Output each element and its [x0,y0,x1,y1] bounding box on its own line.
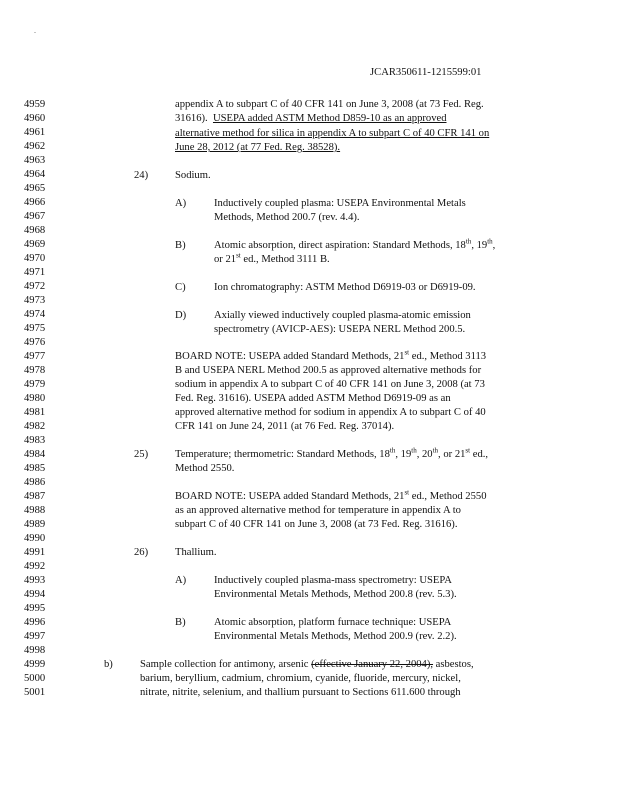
line-number: 4985 [24,463,46,474]
line-number: 4994 [24,589,46,600]
text-line-4970: or 21st ed., Method 3111 B. [214,251,330,265]
line-number: 4964 [24,169,46,180]
text-line-4977: BOARD NOTE: USEPA added Standard Methods, 21st ed., Method 3113 [175,348,487,362]
line-number: 4992 [24,561,46,572]
item-26a-label: A) [175,575,187,586]
line-number: 4965 [24,183,46,194]
line-number: 4966 [24,197,46,208]
line-number: 4981 [24,407,46,418]
text-line-4978: B and USEPA NERL Method 200.5 as approved alternative methods for [175,365,482,376]
line-number: 4976 [24,337,46,348]
line-number: 4986 [24,477,46,488]
item-24d-label: D) [175,310,187,321]
text-line-4969: Atomic absorption, direct aspiration: Standard Methods, 18th, 19th, [214,237,496,251]
line-number: 4989 [24,519,46,530]
text-line-4960: 31616). USEPA added ASTM Method D859-10 as an approved [175,113,447,124]
text-line-4982: CFR 141 on June 24, 2011 (at 76 Fed. Reg. 37014). [175,421,395,432]
text-line-4987: BOARD NOTE: USEPA added Standard Methods, 21st ed., Method 2550 [175,488,487,502]
text-line-4985: Method 2550. [175,463,235,474]
line-number: 4962 [24,141,46,152]
line-number: 4980 [24,393,46,404]
text-line-4989: subpart C of 40 CFR 141 on June 3, 2008 (at 73 Fed. Reg. 31616). [175,519,458,530]
text-line-4961: alternative method for silica in appendix A to subpart C of 40 CFR 141 on [175,128,490,139]
line-number: 4993 [24,575,46,586]
item-26-title: Thallium. [175,547,217,558]
line-number: 4975 [24,323,46,334]
text-line-4988: as an approved alternative method for temperature in appendix A to [175,505,461,516]
item-25-number: 25) [134,449,149,460]
text-line-4974: Axially viewed inductively coupled plasma-atomic emission [214,310,471,321]
text-line-4972: Ion chromatography: ASTM Method D6919-03 or D6919-09. [214,282,476,293]
line-number: 4974 [24,309,46,320]
line-number: 4982 [24,421,46,432]
text-line-4959: appendix A to subpart C of 40 CFR 141 on June 3, 2008 (at 73 Fed. Reg. [175,99,484,110]
line-number: 4987 [24,491,46,502]
text-line-4999: Sample collection for antimony, arsenic (effective January 22, 2004), asbestos, [140,659,474,670]
line-number: 4997 [24,631,46,642]
line-number: 4999 [24,659,46,670]
scan-mark: . [34,26,36,35]
line-number: 4970 [24,253,46,264]
text-line-4993: Inductively coupled plasma-mass spectrometry: USEPA [214,575,452,586]
text-line-4981: approved alternative method for sodium in appendix A to subpart C of 40 [175,407,486,418]
line-number: 4995 [24,603,46,614]
line-number: 4972 [24,281,46,292]
line-number: 4978 [24,365,46,376]
text-line-4967: Methods, Method 200.7 (rev. 4.4). [214,212,360,223]
item-24c-label: C) [175,282,186,293]
text-line-4979: sodium in appendix A to subpart C of 40 CFR 141 on June 3, 2008 (at 73 [175,379,485,390]
line-number: 4968 [24,225,46,236]
line-number: 4996 [24,617,46,628]
line-number: 4984 [24,449,46,460]
line-number: 4983 [24,435,46,446]
line-number: 4961 [24,127,46,138]
line-number: 4973 [24,295,46,306]
text-line-4996: Atomic absorption, platform furnace technique: USEPA [214,617,452,628]
item-24b-label: B) [175,240,186,251]
line-number: 4991 [24,547,46,558]
line-number: 5000 [24,673,46,684]
text-line-4966: Inductively coupled plasma: USEPA Environmental Metals [214,198,466,209]
text-line-4997: Environmental Metals Methods, Method 200.9 (rev. 2.2). [214,631,457,642]
line-number: 4969 [24,239,46,250]
text-line-4980: Fed. Reg. 31616). USEPA added ASTM Method D6919-09 as an [175,393,451,404]
item-26-number: 26) [134,547,149,558]
subsection-b-label: b) [104,659,113,670]
line-number: 4967 [24,211,46,222]
line-number: 4959 [24,99,46,110]
item-24-number: 24) [134,170,149,181]
line-number: 4977 [24,351,46,362]
line-number: 4979 [24,379,46,390]
line-number: 4990 [24,533,46,544]
item-24a-label: A) [175,198,187,209]
line-number: 4988 [24,505,46,516]
line-number: 5001 [24,687,46,698]
item-24-title: Sodium. [175,170,211,181]
text-line-4984: Temperature; thermometric: Standard Methods, 18th, 19th, 20th, or 21st ed., [175,446,489,460]
line-number: 4963 [24,155,46,166]
text-line-5000: barium, beryllium, cadmium, chromium, cyanide, fluoride, mercury, nickel, [140,673,461,684]
document-id-header: JCAR350611-1215599:01 [370,67,482,78]
line-number: 4971 [24,267,46,278]
text-line-4975: spectrometry (AVICP-AES): USEPA NERL Method 200.5. [214,324,466,335]
text-line-5001: nitrate, nitrite, selenium, and thallium pursuant to Sections 611.600 through [140,687,461,698]
line-number: 4998 [24,645,46,656]
text-line-4994: Environmental Metals Methods, Method 200.8 (rev. 5.3). [214,589,457,600]
item-26b-label: B) [175,617,186,628]
line-number: 4960 [24,113,46,124]
text-line-4962: June 28, 2012 (at 77 Fed. Reg. 38528). [175,142,341,153]
